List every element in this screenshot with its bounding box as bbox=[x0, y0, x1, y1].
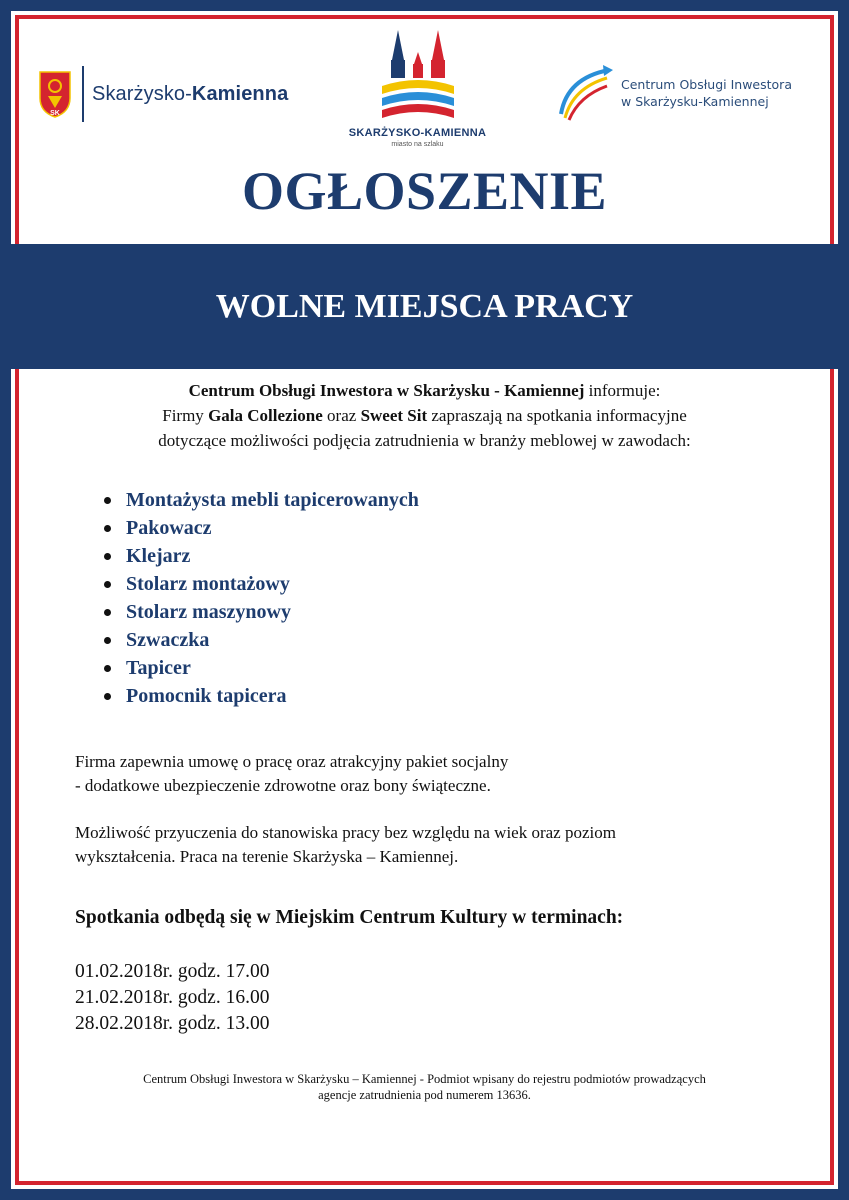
city-brand-logo bbox=[335, 30, 500, 148]
offer-paragraph: Firma zapewnia umowę o pracę oraz atrakcyjny pakiet socjalny - dodatkowe ubezpieczenie zdrowotne oraz bony świąteczne. bbox=[75, 752, 509, 795]
coat-of-arms-icon bbox=[38, 70, 72, 118]
banner bbox=[0, 244, 849, 369]
list-item: Stolarz maszynowy bbox=[100, 598, 419, 626]
list-item: Klejarz bbox=[100, 542, 419, 570]
logo-divider bbox=[82, 66, 84, 122]
bullet-icon bbox=[104, 693, 111, 700]
date-item: 28.02.2018r. godz. 13.00 bbox=[75, 1013, 270, 1034]
footer-note: Centrum Obsługi Inwestora w Skarżysku – Kamiennej - Podmiot wpisany do rejestru podmiotów prowadzących agencje zatrudnienia pod numerem 13636. bbox=[143, 1072, 706, 1102]
city-logo bbox=[38, 66, 288, 122]
training-paragraph: Możliwość przyuczenia do stanowiska pracy bez względu na wiek oraz poziom wykształcenia. Praca na terenie Skarżyska – Kamiennej. bbox=[75, 823, 616, 866]
date-item: 21.02.2018r. godz. 16.00 bbox=[75, 987, 270, 1008]
date-item: 01.02.2018r. godz. 17.00 bbox=[75, 961, 270, 982]
bullet-icon bbox=[104, 665, 111, 672]
bullet-icon bbox=[104, 525, 111, 532]
svg-text:SK: SK bbox=[50, 110, 60, 117]
meeting-dates bbox=[75, 959, 269, 1037]
swoosh-arrow-icon bbox=[557, 64, 615, 122]
list-item: Szwaczka bbox=[100, 626, 419, 654]
meetings-heading: Spotkania odbędą się w Miejskim Centrum Kultury w terminach: bbox=[75, 907, 624, 928]
city-name: Skarżysko-Kamienna bbox=[92, 82, 289, 105]
list-item: Pomocnik tapicera bbox=[100, 682, 419, 710]
job-list bbox=[100, 486, 419, 710]
list-item: Pakowacz bbox=[100, 514, 419, 542]
intro-paragraph: Centrum Obsługi Inwestora w Skarżysku - Kamiennej informuje: Firmy Gala Collezione oraz Sweet Sit zapraszają na spotkania informacyjne dotyczące możliwości podjęcia zatrudnienia w branży meblowej w zawodach: bbox=[158, 381, 691, 450]
announcement-title: OGŁOSZENIE bbox=[241, 161, 608, 221]
brand-name: SKARŻYSKO-KAMIENNA bbox=[348, 127, 487, 139]
bullet-icon bbox=[104, 637, 111, 644]
bullet-icon bbox=[104, 497, 111, 504]
brand-tagline: miasto na szlaku bbox=[391, 141, 444, 148]
list-item: Tapicer bbox=[100, 654, 419, 682]
bullet-icon bbox=[104, 553, 111, 560]
church-towers-icon bbox=[378, 30, 458, 120]
list-item: Montażysta mebli tapicerowanych bbox=[100, 486, 419, 514]
banner-text: WOLNE MIEJSCA PRACY bbox=[215, 287, 634, 325]
bullet-icon bbox=[104, 581, 111, 588]
investor-center-name: Centrum Obsługi Inwestora w Skarżysku-Kamiennej bbox=[621, 77, 792, 109]
bullet-icon bbox=[104, 609, 111, 616]
list-item: Stolarz montażowy bbox=[100, 570, 419, 598]
investor-center-logo bbox=[557, 64, 817, 122]
